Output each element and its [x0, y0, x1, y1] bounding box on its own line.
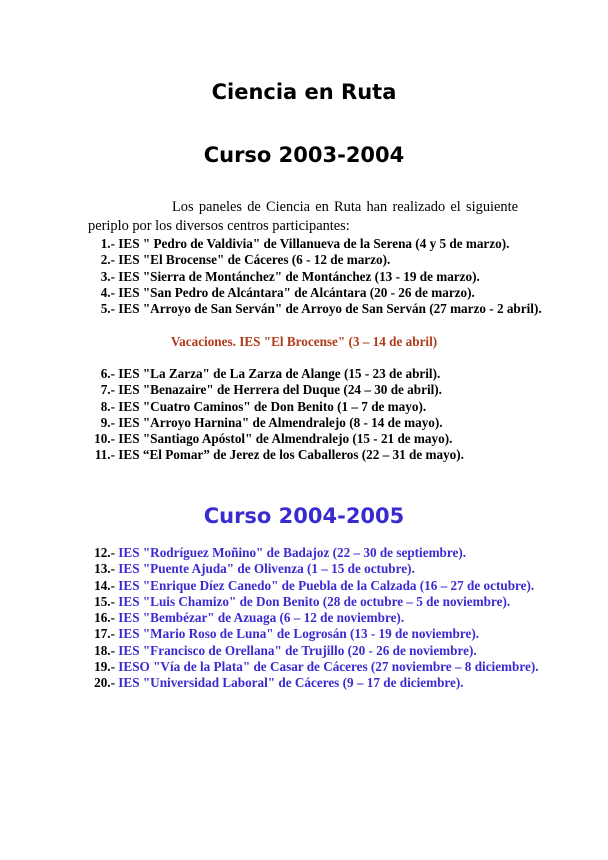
list-item — [88, 610, 539, 626]
item-text: IES “El Pomar” de Jerez de los Caballeros (22 – 31 de mayo). — [118, 447, 464, 463]
item-text: IES "Rodríguez Moñino" de Badajoz (22 – 30 de septiembre). — [118, 545, 467, 560]
item-number: 3.- — [100, 268, 115, 284]
item-text: IES "Santiago Apóstol" de Almendralejo (15 - 21 de mayo). — [118, 431, 453, 447]
list-item — [88, 675, 539, 691]
list-item — [88, 447, 464, 463]
item-number: 1.- — [100, 236, 115, 251]
item-number: 13.- — [94, 561, 115, 577]
item-number: 11.- — [94, 447, 115, 463]
list-item — [88, 252, 542, 268]
intro-text: Los paneles de Ciencia en Ruta han realizado el siguiente periplo por los diversos centros participantes: — [88, 199, 518, 235]
item-text: IES "Cuatro Caminos" de Don Benito (1 – 7 de mayo). — [118, 398, 427, 414]
list-item — [88, 301, 542, 317]
list-item — [88, 415, 464, 431]
item-text: IES "Arroyo Harnina" de Almendralejo (8 - 14 de mayo). — [118, 414, 443, 430]
list-item — [88, 626, 539, 642]
item-number: 18.- — [94, 642, 115, 658]
item-number: 19.- — [94, 659, 115, 675]
page-title: Ciencia en Ruta — [211, 80, 397, 104]
course-2004-2005-list — [88, 545, 539, 692]
course-2003-2004-list-part2 — [88, 366, 464, 464]
item-number: 4.- — [100, 284, 115, 300]
list-item — [88, 659, 539, 675]
list-item — [88, 594, 539, 610]
item-text: IES "Puente Ajuda" de Olivenza (1 – 15 de octubre). — [118, 561, 415, 577]
list-item — [88, 285, 542, 301]
item-text: IES "Enrique Díez Canedo" de Puebla de la Calzada (16 – 27 de octubre). — [118, 577, 535, 593]
item-number: 17.- — [94, 626, 115, 642]
item-text: IES "Francisco de Orellana" de Trujillo (20 - 26 de noviembre). — [118, 642, 477, 658]
item-text: IES " Pedro de Valdivia" de Villanueva de la Serena (4 y 5 de marzo). — [118, 236, 510, 251]
item-text: IES "Luis Chamizo" de Don Benito (28 de octubre – 5 de noviembre). — [118, 593, 511, 609]
list-item — [88, 561, 539, 577]
item-text: IES "Benazaire" de Herrera del Duque (24 – 30 de abril). — [118, 382, 442, 398]
list-item — [88, 431, 464, 447]
list-item — [88, 382, 464, 398]
item-number: 10.- — [94, 431, 115, 447]
item-text: IESO "Vía de la Plata" de Casar de Cáceres (27 noviembre – 8 diciembre). — [118, 659, 539, 675]
list-item — [88, 545, 539, 561]
intro-paragraph — [88, 198, 518, 236]
list-item — [88, 578, 539, 594]
item-text: IES "San Pedro de Alcántara" de Alcántara (20 - 26 de marzo). — [118, 284, 475, 300]
item-number: 20.- — [94, 675, 115, 691]
item-number: 15.- — [94, 593, 115, 609]
course-2003-2004-heading: Curso 2003-2004 — [203, 143, 405, 167]
list-item — [88, 643, 539, 659]
item-text: IES "El Brocense" de Cáceres (6 - 12 de marzo). — [118, 252, 391, 268]
item-text: IES "Mario Roso de Luna" de Logrosán (13 - 19 de noviembre). — [118, 626, 480, 642]
item-number: 9.- — [100, 414, 115, 430]
list-item — [88, 269, 542, 285]
item-number: 8.- — [100, 398, 115, 414]
list-item — [88, 236, 542, 252]
item-number: 12.- — [94, 545, 115, 560]
item-number: 14.- — [94, 577, 115, 593]
item-text: IES "Bembézar" de Azuaga (6 – 12 de noviembre). — [118, 610, 405, 626]
item-number: 5.- — [100, 301, 115, 317]
item-number: 7.- — [100, 382, 115, 398]
item-text: IES "Sierra de Montánchez" de Montánchez (13 - 19 de marzo). — [118, 268, 480, 284]
item-number: 6.- — [100, 366, 115, 381]
course-2004-2005-heading: Curso 2004-2005 — [203, 504, 405, 528]
list-item — [88, 399, 464, 415]
vacation-note: Vacaciones. IES "El Brocense" (3 – 14 de abril) — [170, 334, 438, 349]
list-item — [88, 366, 464, 382]
item-text: IES "Universidad Laboral" de Cáceres (9 – 17 de diciembre). — [118, 675, 464, 691]
item-text: IES "La Zarza" de La Zarza de Alange (15 - 23 de abril). — [118, 366, 441, 381]
item-number: 2.- — [100, 252, 115, 268]
item-number: 16.- — [94, 610, 115, 626]
course-2003-2004-list-part1 — [88, 236, 542, 317]
item-text: IES "Arroyo de San Serván" de Arroyo de San Serván (27 marzo - 2 abril). — [118, 301, 542, 317]
